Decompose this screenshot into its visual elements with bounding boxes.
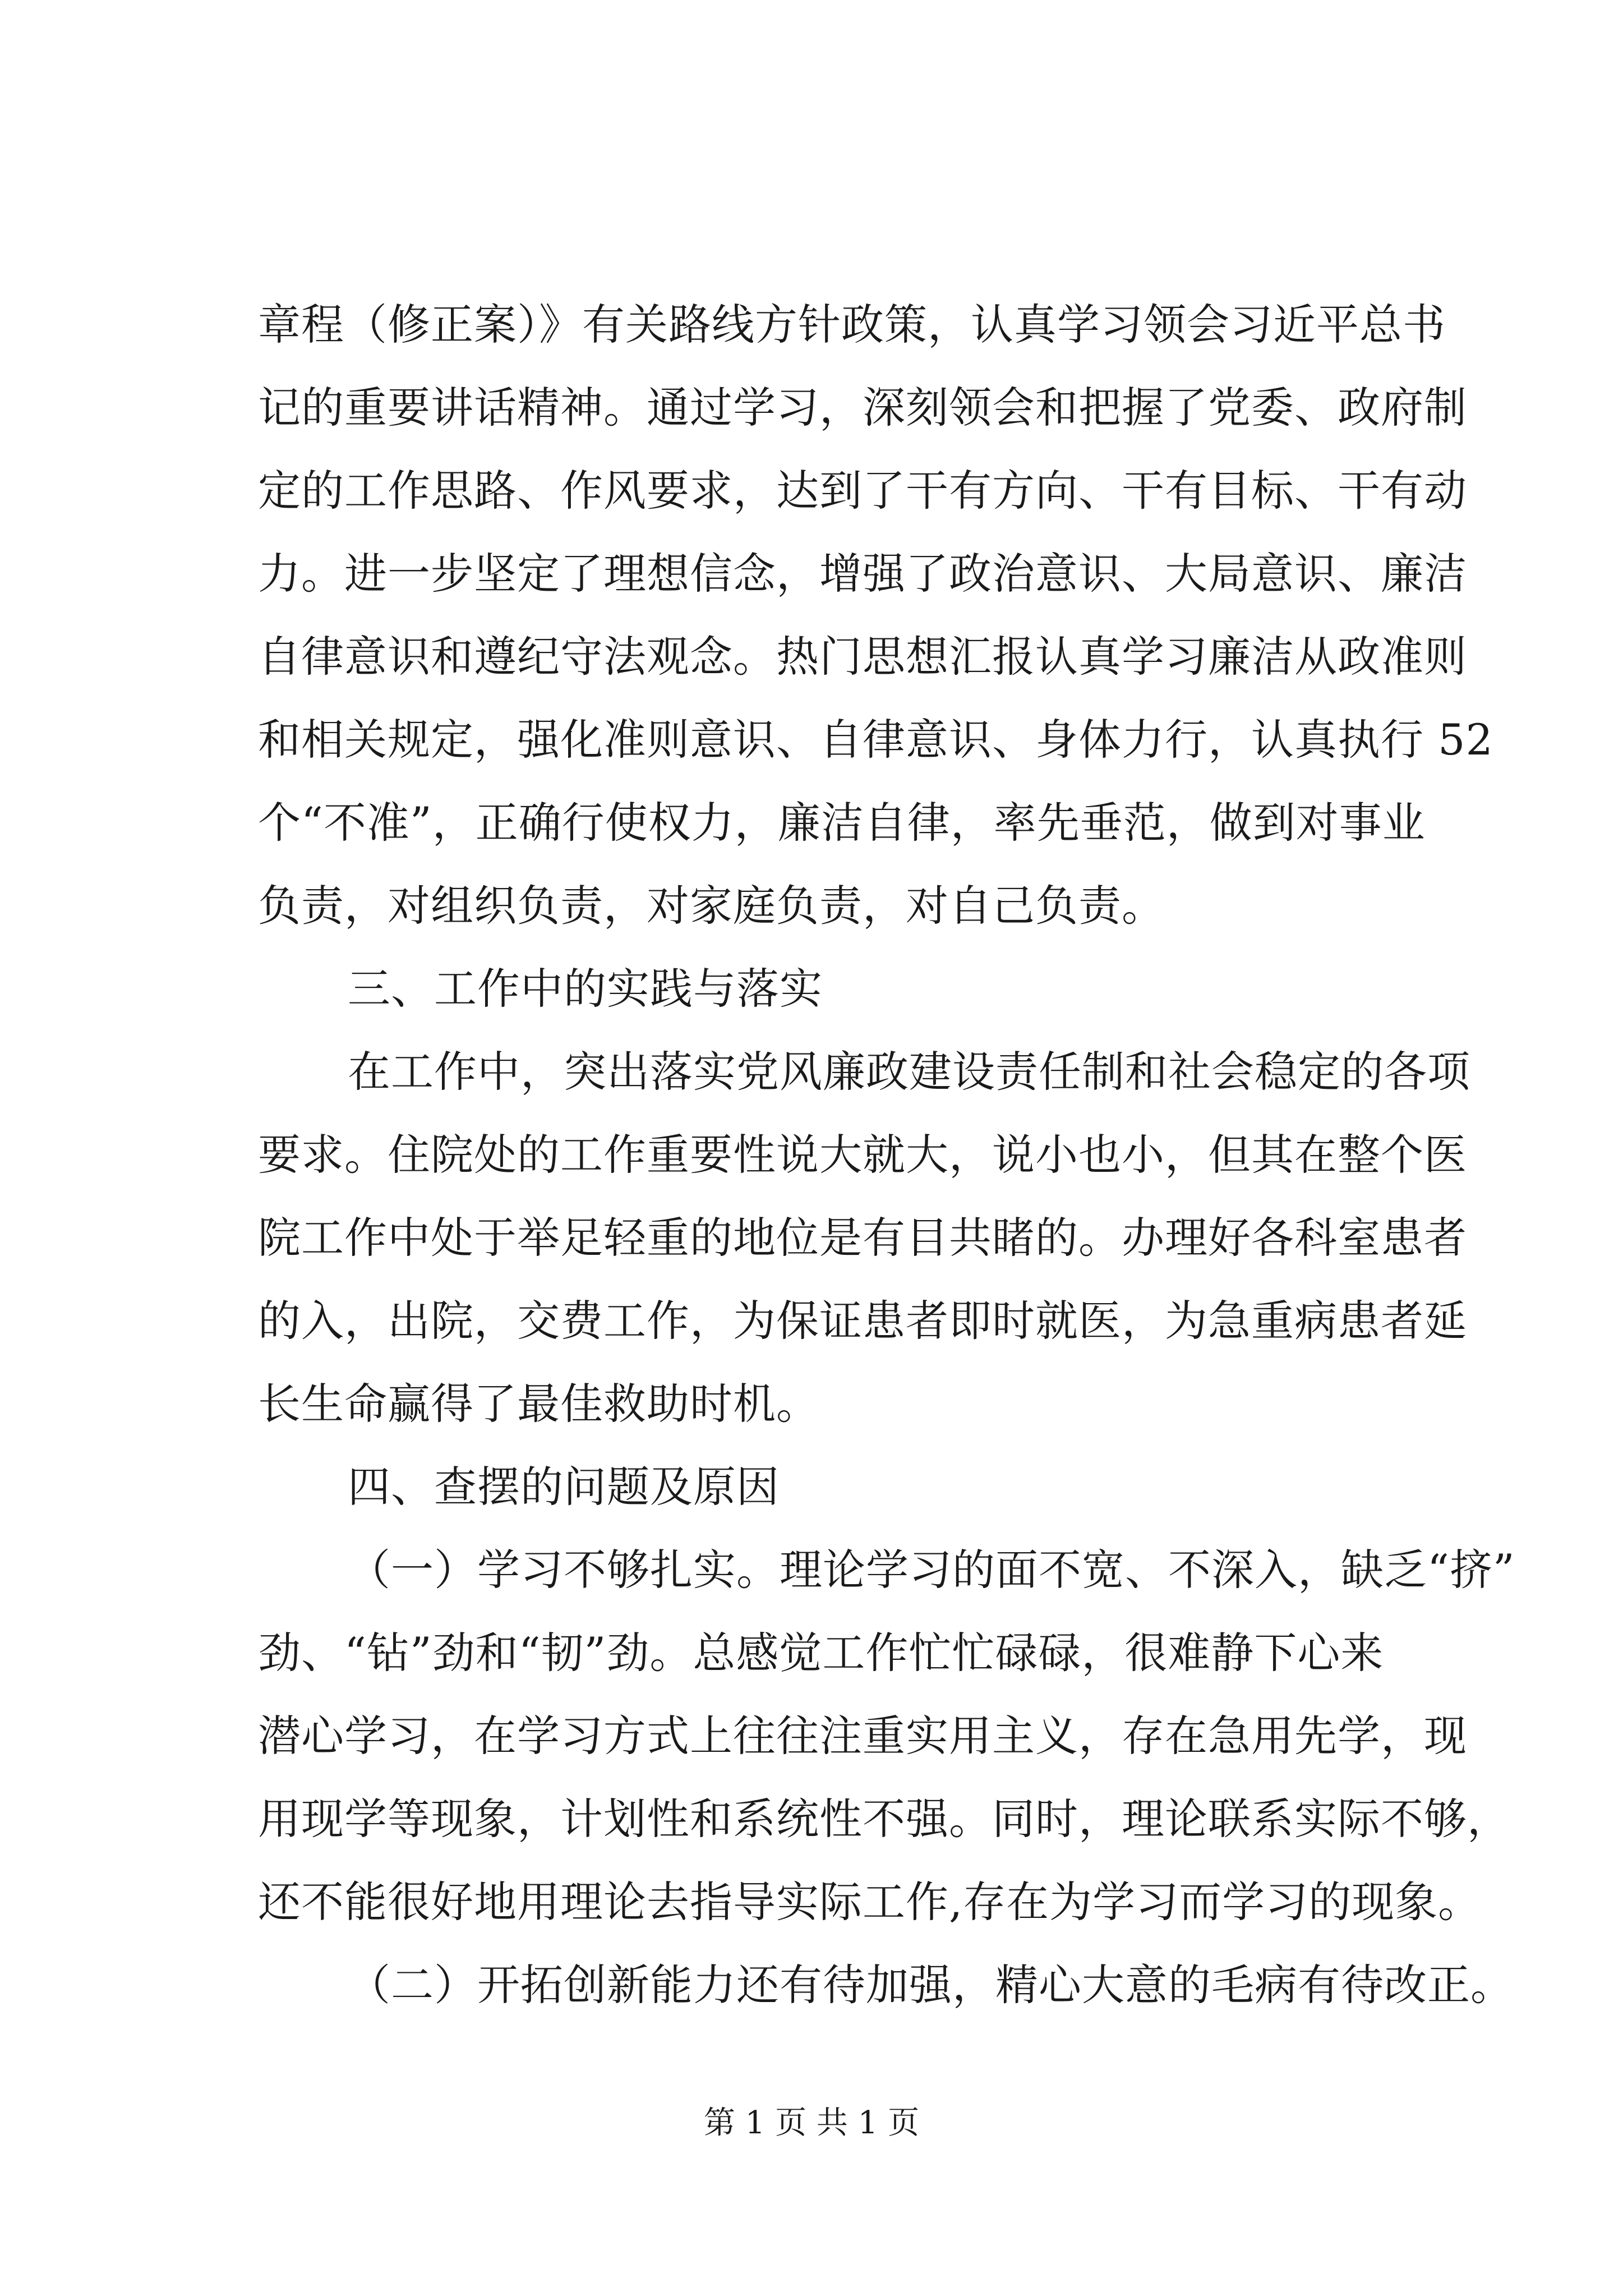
- page-number-footer: 第 1 页 共 1 页: [703, 2105, 920, 2141]
- body-text-line: 和相关规定，强化准则意识、自律意识、身体力行，认真执行 52: [258, 715, 1493, 765]
- body-text-line: 个“不准”，正确行使权力，廉洁自律，率先垂范，做到对事业: [258, 798, 1426, 848]
- body-text-line: （二）开拓创新能力还有待加强，精心大意的毛病有待改正。: [348, 1960, 1514, 2010]
- body-text-line: 自律意识和遵纪守法观念。热门思想汇报认真学习廉洁从政准则: [258, 632, 1467, 682]
- body-text-line: 定的工作思路、作风要求，达到了干有方向、干有目标、干有动: [258, 466, 1467, 516]
- body-text-line: 在工作中，突出落实党风廉政建设责任制和社会稳定的各项: [348, 1047, 1470, 1097]
- body-text-line: 院工作中处于举足轻重的地位是有目共睹的。办理好各科室患者: [258, 1213, 1467, 1263]
- body-text-line: 劲、“钻”劲和“韧”劲。总感觉工作忙忙碌碌，很难静下心来: [258, 1628, 1384, 1678]
- document-body: [258, 283, 1515, 2027]
- body-text-line: （一）学习不够扎实。理论学习的面不宽、不深入，缺乏“挤”: [348, 1545, 1515, 1595]
- body-text-line: 潜心学习，在学习方式上往往注重实用主义，存在急用先学，现: [258, 1711, 1467, 1761]
- body-text-line: 记的重要讲话精神。通过学习，深刻领会和把握了党委、政府制: [258, 383, 1467, 432]
- body-text-line: 章程（修正案）》有关路线方针政策，认真学习领会习近平总书: [258, 300, 1446, 349]
- body-text-line: 负责，对组织负责，对家庭负责，对自己负责。: [258, 881, 1165, 931]
- body-text-line: 的入，出院，交费工作，为保证患者即时就医，为急重病患者延: [258, 1296, 1467, 1346]
- body-text-line: 还不能很好地用理论去指导实际工作,存在为学习而学习的现象。: [258, 1877, 1482, 1927]
- body-text-line: 长生命赢得了最佳救助时机。: [258, 1379, 819, 1429]
- body-text-line: 要求。住院处的工作重要性说大就大，说小也小，但其在整个医: [258, 1130, 1467, 1180]
- body-text-line: 用现学等现象，计划性和系统性不强。同时，理论联系实际不够，: [258, 1794, 1510, 1844]
- section-heading-4: 四、查摆的问题及原因: [348, 1462, 780, 1512]
- body-text-line: 力。进一步坚定了理想信念，增强了政治意识、大局意识、廉洁: [258, 549, 1467, 599]
- section-heading-3: 三、工作中的实践与落实: [348, 964, 823, 1014]
